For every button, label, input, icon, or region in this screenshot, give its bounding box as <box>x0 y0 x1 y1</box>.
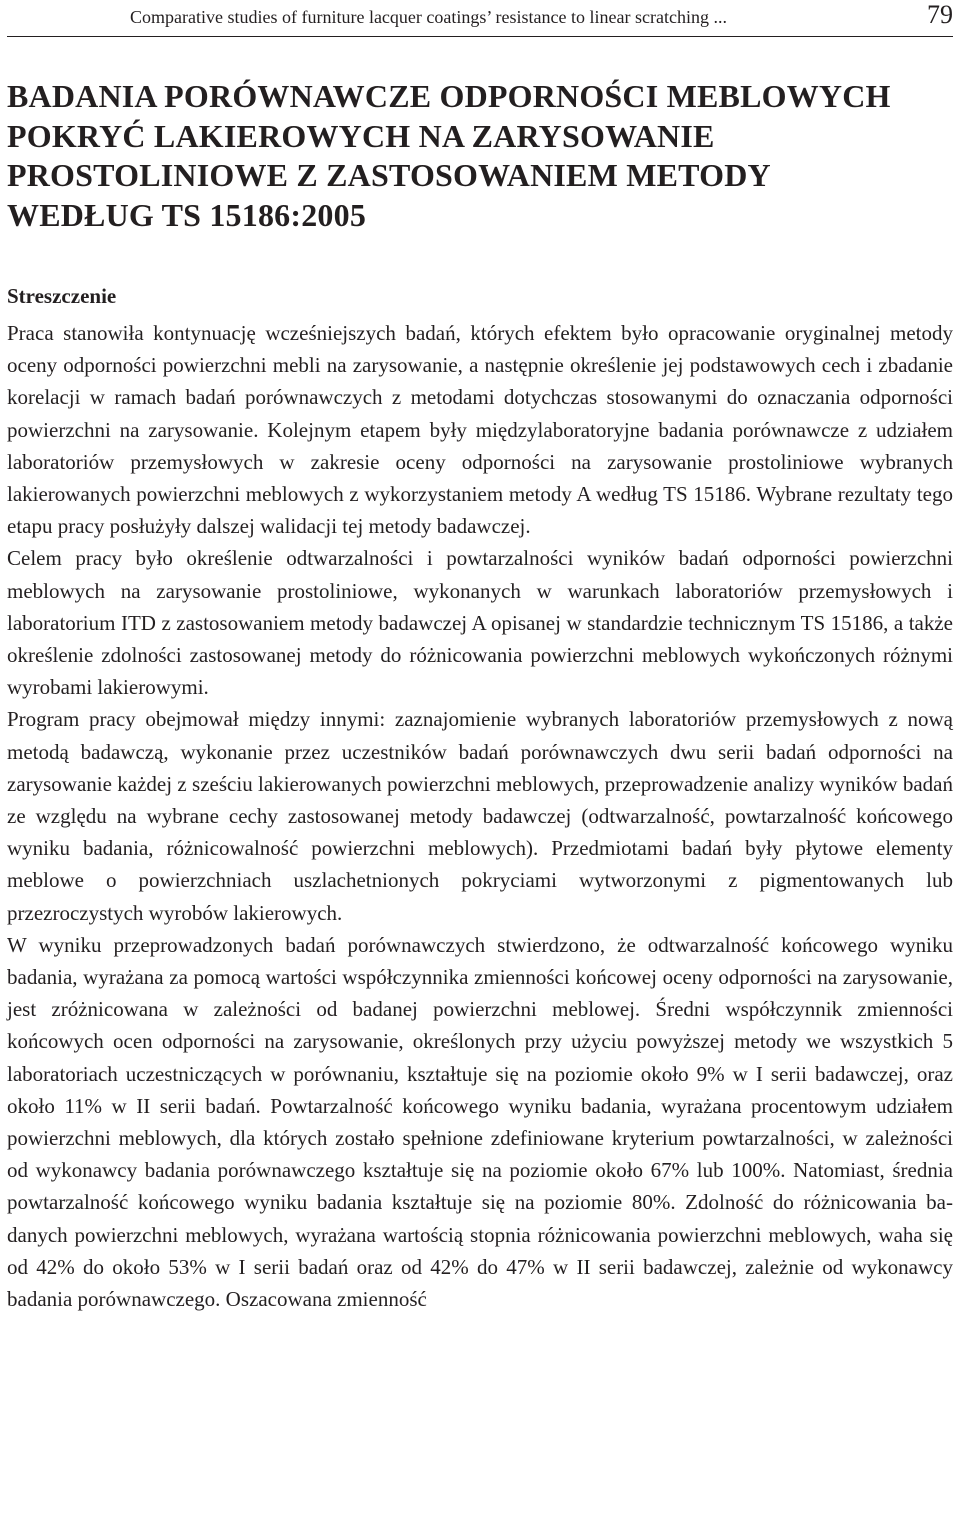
title-line: POKRYĆ LAKIEROWYCH NA ZARYSOWANIE <box>7 117 715 154</box>
running-head <box>7 0 953 37</box>
running-head-title: Comparative studies of furniture lacquer coatings’ resistance to linear scratching ... <box>130 7 727 27</box>
abstract-paragraph: W wyniku przeprowadzonych badań porównawczych stwierdzono, że odtwarzalność końcowego wyniku badania, wyrażana za pomocą wartości współczynnika zmienności końcowej oceny odporności na zarysowanie, jest zróżnicowana w zależności od badanej powierzchni meblowej. Średni współczynnik zmienności końcowych ocen odporności na zarysowanie, określonych przy użyciu powyższej metody we wszystkich 5 laboratoriach uczestniczących w porównaniu, kształtuje się na poziomie około 9% w I serii badawczej, oraz około 11% w II serii badań. Powtarzalność końcowego wyniku badania, wyrażana procentowym udziałem powierzchni meblowych, dla których zostało spełnione zdefiniowane kryterium powtarzalności, w zależności od wykonawcy badania porównawczego kształtuje się na poziomie około 67% lub 100%. Natomiast, średnia powtarzalność końcowego wyniku badania kształtuje się na poziomie 80%. Zdolność do różnicowania badanych powierzchni meblowych, wyrażana wartością stopnia różnicowania powierzchni meblowych, waha się od 42% do około 53% w I serii badań oraz od 42% do 47% w II serii badawczej, zależnie od wykonawcy badania porównawczego. Oszacowana zmienność <box>7 932 953 1312</box>
abstract-paragraph: Program pracy obejmował między innymi: zaznajomienie wybranych laboratoriów przemysłowych z nową metodą badawczą, wykonanie przez uczestników badań porównawczych dwu serii badań odporności na zarysowanie każdej z sześciu lakierowanych powierzchni meblowych, przeprowadzenie analizy wyników badań ze względu na wybrane cechy zastosowanej metody badawczej (odtwarzalność, powtarzalność końcowego wyniku badania, różnicowalność powierzchni meblowych). Przedmiotami badań były płytowe elementy meblowe o powierzchniach uszlachetnionych pokryciami wytworzonymi z pigmentowanych lub przezroczystych wyrobów lakierowych. <box>7 707 953 925</box>
article-title <box>7 77 953 235</box>
title-line: BADANIA PORÓWNAWCZE ODPORNOŚCI MEBLOWYCH <box>7 78 891 114</box>
section-heading: Streszczenie <box>7 284 117 308</box>
page-number: 79 <box>927 0 953 29</box>
abstract-paragraph: Praca stanowiła kontynuację wcześniejszych badań, których efektem było opracowanie oryginalnej metody oceny odporności powierzchni mebli na zarysowanie, a następnie określenie jej podstawowych cech i zbadanie korelacji w ramach badań porównawczych z metodami dotychczas stosowanymi do oznaczania odporności powierzchni na zarysowanie. Kolejnym etapem były międzylaboratoryjne badania porównawcze z udziałem laboratoriów przemysłowych w zakresie oceny odporności na zarysowanie prostoliniowe wybranych lakierowanych powierzchni meblowych z wykorzystaniem metody A według TS 15186. Wybrane rezultaty tego etapu pracy posłużyły dalszej walidacji tej metody badawczej. <box>7 321 953 539</box>
title-line: WEDŁUG TS 15186:2005 <box>7 196 367 233</box>
page <box>7 0 953 1315</box>
abstract-body <box>7 317 953 1315</box>
abstract-paragraph: Celem pracy było określenie odtwarzalności i powtarzalności wyników badań odporności powierzchni meblowych na zarysowanie prostoliniowe, wykonanych w warunkach laboratoriów przemysłowych i laboratorium ITD z zastosowaniem metody badawczej A opisanej w standardzie technicznym TS 15186, a także określenie zdolności zastosowanej metody do różnicowania powierzchni meblowych wykończonych różnymi wyrobami lakierowymi. <box>7 546 953 700</box>
title-line: PROSTOLINIOWE Z ZASTOSOWANIEM METODY <box>7 157 771 193</box>
